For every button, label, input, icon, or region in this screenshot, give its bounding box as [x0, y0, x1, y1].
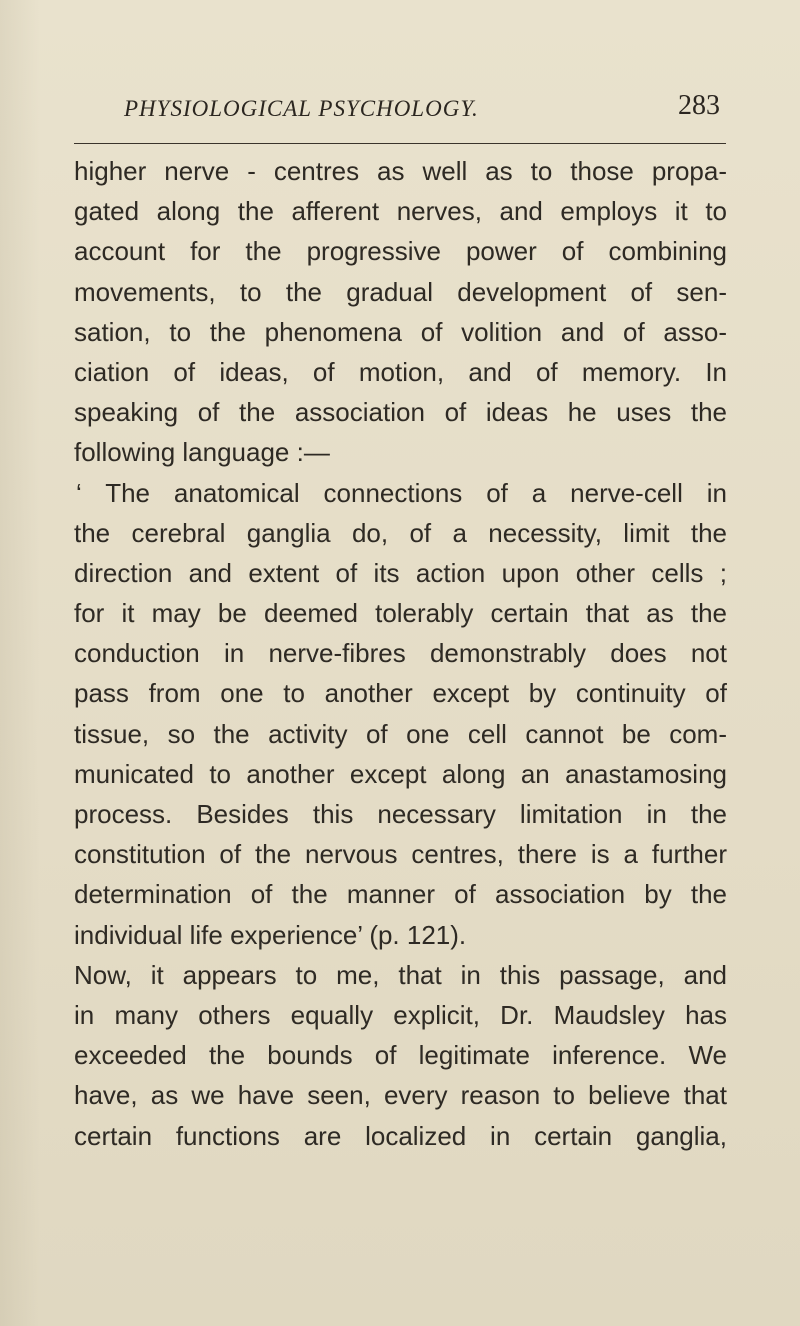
quote-line: tissue, so the activity of one cell cannot be com-	[74, 718, 727, 749]
quote-line: conduction in nerve-fibres demonstrably does not	[74, 638, 727, 669]
text-line: exceeded the bounds of legitimate inference. We	[74, 1040, 727, 1071]
body-text	[74, 151, 727, 1156]
quote-line: for it may be deemed tolerably certain that as the	[74, 598, 727, 629]
text-line: movements, to the gradual development of sen-	[74, 276, 727, 307]
text-line: higher nerve - centres as well as to those propa-	[74, 156, 727, 186]
text-line: in many others equally explicit, Dr. Maudsley has	[74, 999, 727, 1030]
text-line: ciation of ideas, of motion, and of memory. In	[74, 356, 727, 387]
page-header	[74, 90, 726, 130]
page-number: 283	[678, 90, 720, 121]
quote-line: ‘ The anatomical connections of a nerve-cell in	[76, 477, 727, 508]
quote-line: direction and extent of its action upon other cells ;	[74, 557, 727, 588]
text-line: sation, to the phenomena of volition and of asso-	[74, 316, 727, 347]
quote-line: the cerebral ganglia do, of a necessity, limit the	[74, 517, 727, 548]
quote-line: individual life experience’ (p. 121).	[74, 919, 467, 950]
quote-line: process. Besides this necessary limitation in the	[74, 799, 727, 829]
text-line: speaking of the association of ideas he uses the	[74, 397, 727, 428]
text-line: gated along the afferent nerves, and employs it to	[74, 196, 727, 227]
quote-line: constitution of the nervous centres, there is a further	[74, 839, 727, 870]
quote-line: determination of the manner of association by the	[74, 879, 727, 910]
text-line: have, as we have seen, every reason to believe that	[74, 1080, 727, 1111]
text-line: certain functions are localized in certain ganglia,	[74, 1120, 727, 1151]
quote-line: municated to another except along an anastamosing	[74, 758, 727, 789]
running-title: PHYSIOLOGICAL PSYCHOLOGY.	[124, 96, 479, 121]
quote-line: pass from one to another except by continuity of	[74, 678, 727, 709]
text-line: account for the progressive power of combining	[74, 236, 727, 267]
header-rule	[74, 143, 726, 144]
text-line: following language :—	[74, 437, 330, 468]
text-line: Now, it appears to me, that in this passage, and	[74, 959, 727, 990]
